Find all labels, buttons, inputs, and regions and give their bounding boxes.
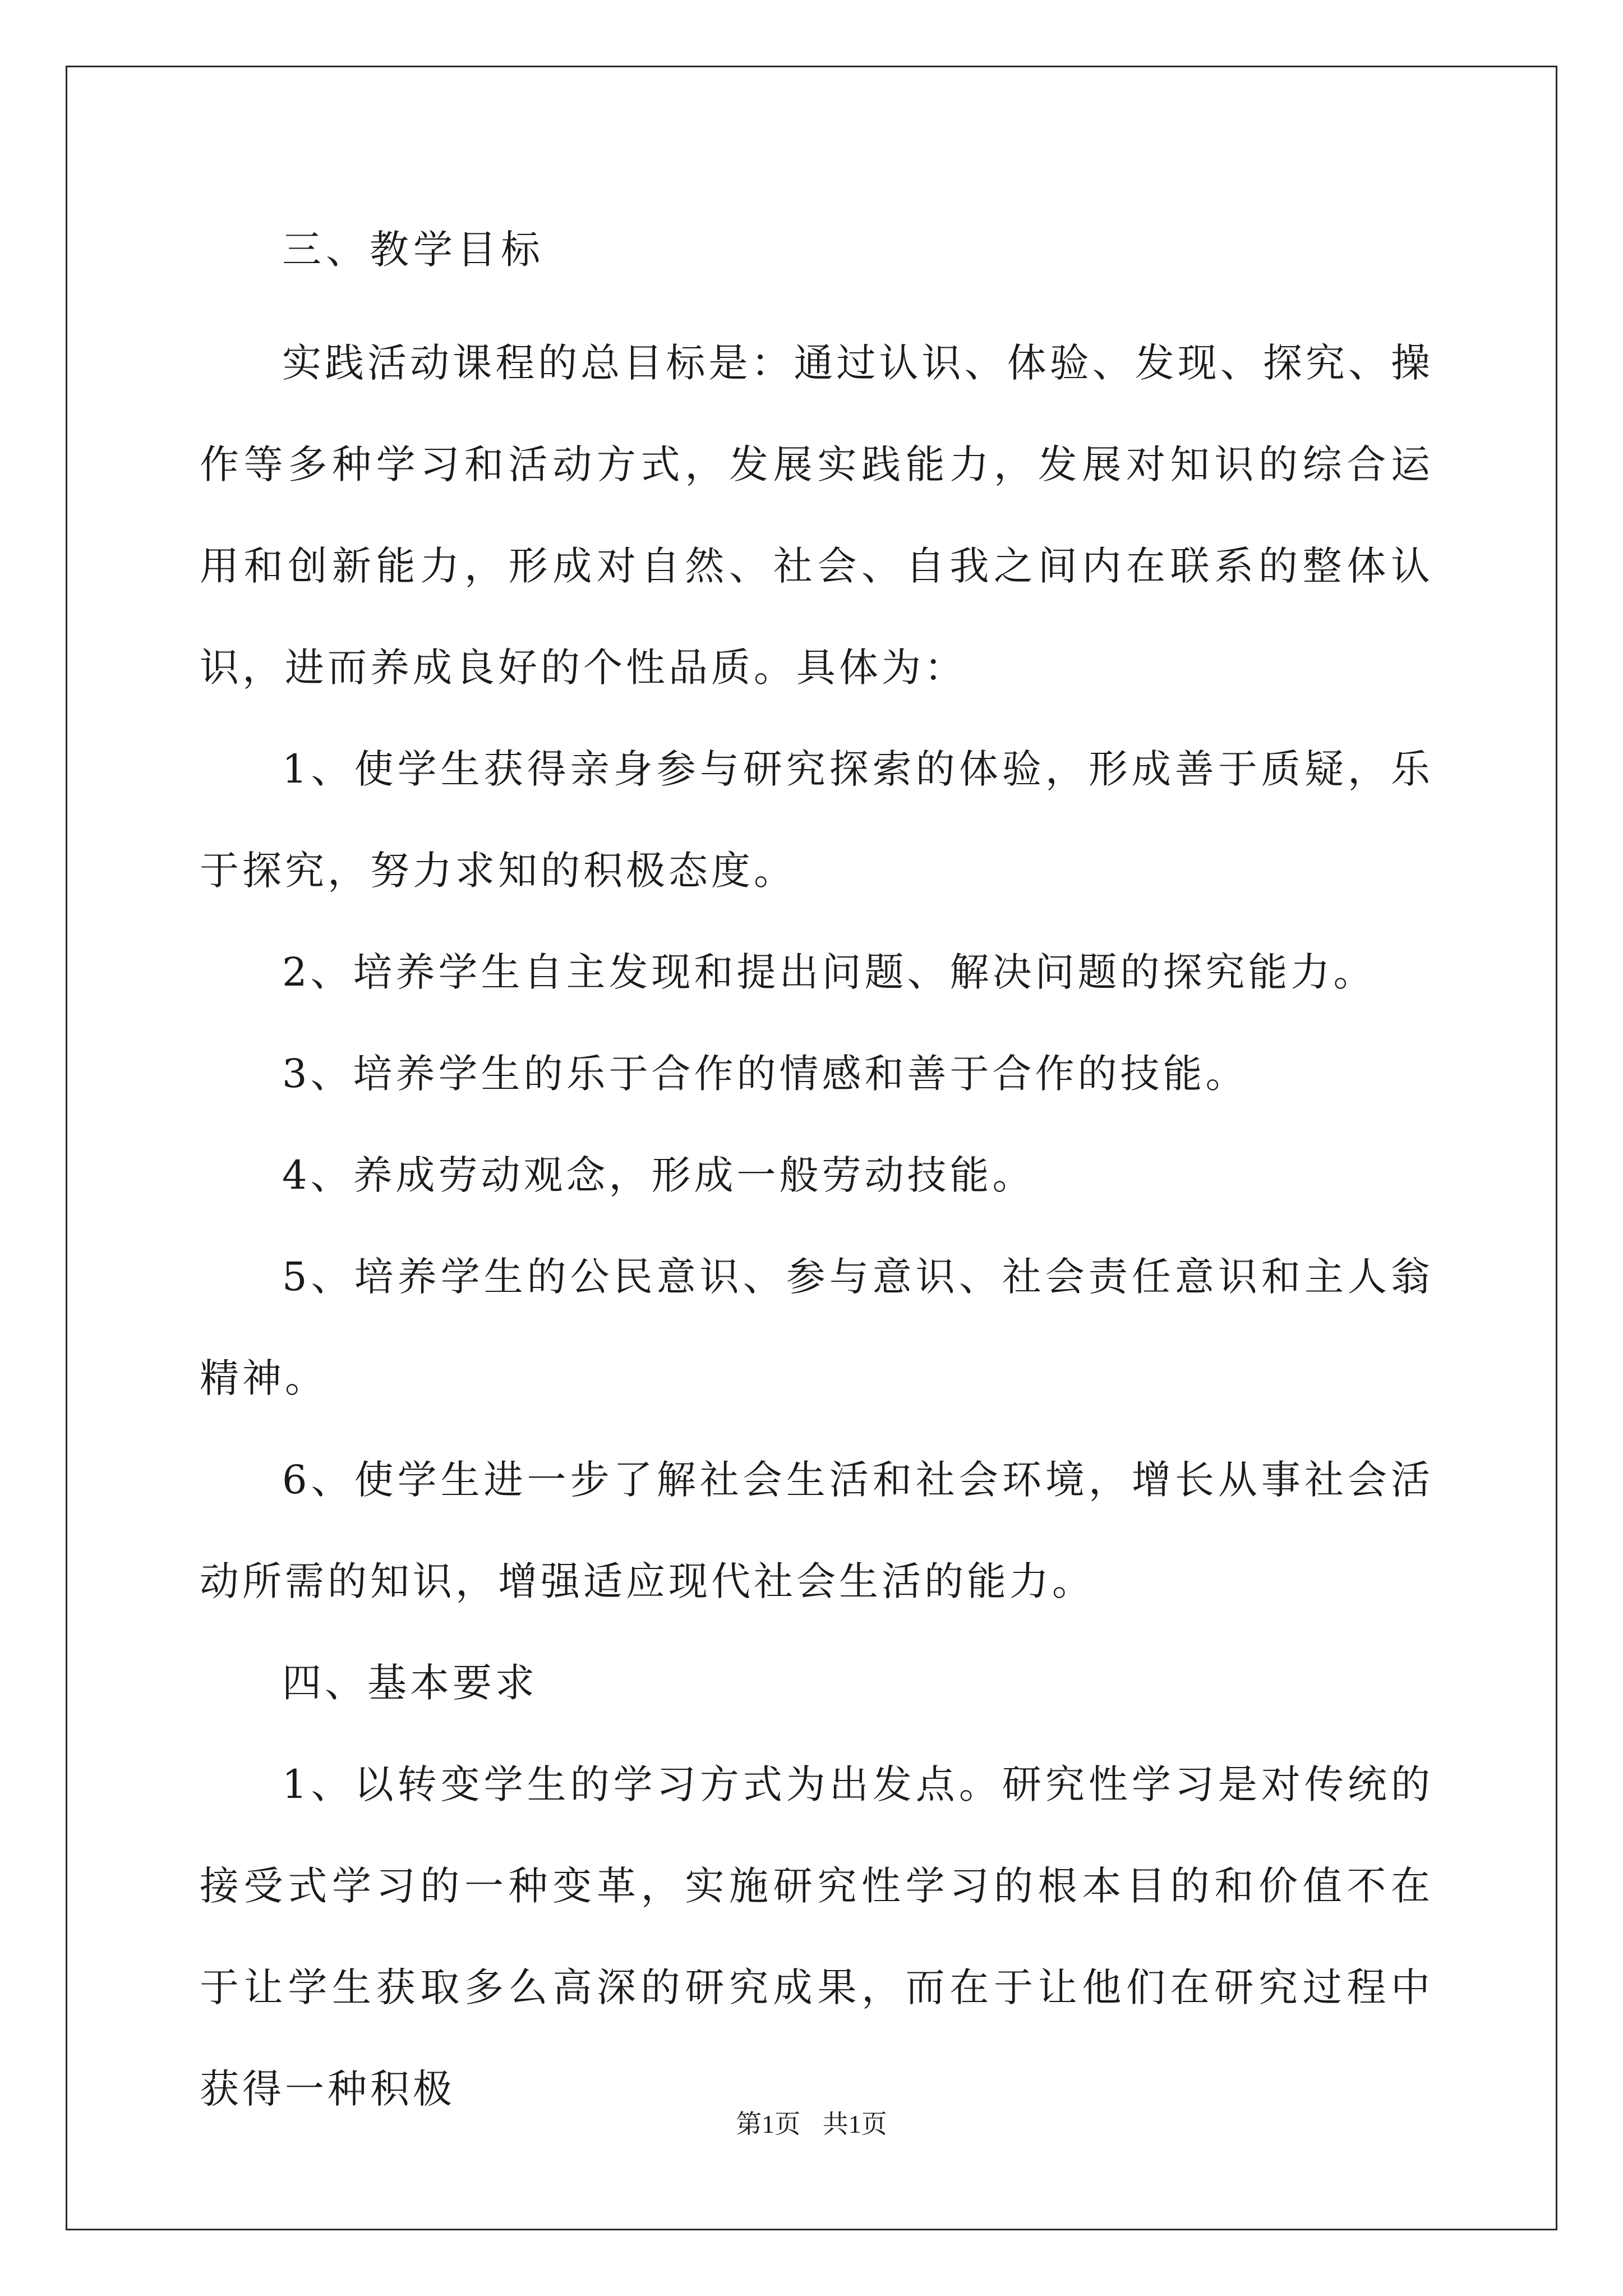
page-footer [0,2104,1623,2141]
paragraph-goal-4: 4、养成劳动观念，形成一般劳动技能。 [282,1152,1035,1198]
paragraph-goal-3: 3、培养学生的乐于合作的情感和善于合作的技能。 [282,1051,1248,1097]
section-heading-teaching-goals: 三、教学目标 [282,227,545,273]
paragraph-goal-6: 6、使学生进一步了解社会生活和社会环境，增长从事社会活动所需的知识，增强适应现代社会生活的能力。 [200,1457,1433,1604]
document-body [200,209,1433,2140]
paragraph-goal-2: 2、培养学生自主发现和提出问题、解决问题的探究能力。 [282,949,1376,995]
paragraph-requirement-1: 1、以转变学生的学习方式为出发点。研究性学习是对传统的接受式学习的一种变革，实施研究性学习的根本目的和价值不在于让学生获取多么高深的研究成果，而在于让他们在研究过程中获得一种积极 [200,1761,1433,2112]
page-number-total: 共1页 [822,2110,887,2138]
page-number-current: 第1页 [736,2110,801,2138]
paragraph-intro: 实践活动课程的总目标是：通过认识、体验、发现、探究、操作等多种学习和活动方式，发展实践能力，发展对知识的综合运用和创新能力，形成对自然、社会、自我之间内在联系的整体认识，进而养成良好的个性品质。具体为： [200,340,1433,691]
paragraph-goal-5: 5、培养学生的公民意识、参与意识、社会责任意识和主人翁精神。 [200,1254,1433,1401]
paragraph-goal-1: 1、使学生获得亲身参与研究探索的体验，形成善于质疑，乐于探究，努力求知的积极态度。 [200,746,1433,894]
section-heading-basic-requirements: 四、基本要求 [282,1660,538,1706]
